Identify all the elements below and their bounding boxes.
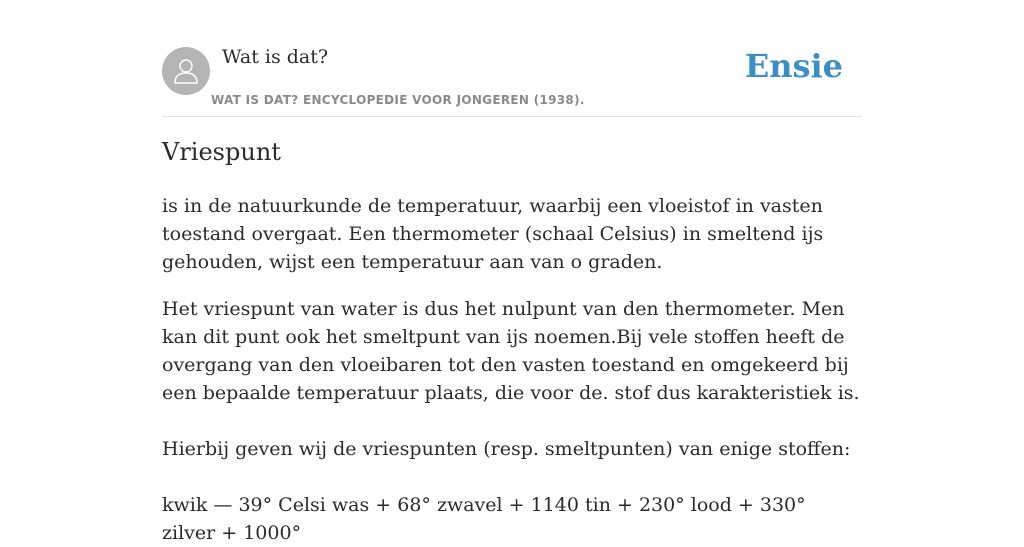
avatar[interactable] <box>162 47 210 95</box>
article-body <box>162 192 862 547</box>
paragraph: kwik — 39° Celsi was + 68° zwavel + 1140 tin + 230° lood + 330° zilver + 1000° <box>162 494 806 544</box>
brand-logo[interactable]: Ensie <box>744 47 843 85</box>
user-icon <box>171 56 201 86</box>
paragraph: is in de natuurkunde de temperatuur, waarbij een vloeistof in vasten toestand overgaat. Een thermometer (schaal Celsius) in smeltend ijs gehouden, wijst een temperatuur aan van o graden. <box>162 195 824 273</box>
article-card <box>162 0 862 544</box>
paragraph: Het vriespunt van water is dus het nulpunt van den thermometer. Men kan dit punt ook het smeltpunt van ijs noemen.Bij vele stoffen heeft de overgang van den vloeibaren tot den vasten toestand en omgekeerd bij een bepaalde temperatuur plaats, die voor de. stof dus karakteristiek is. <box>162 298 860 404</box>
paragraph: Hierbij geven wij de vriespunten (resp. smeltpunten) van enige stoffen: <box>162 438 851 460</box>
line-break <box>162 407 862 435</box>
source-label[interactable]: WAT IS DAT? ENCYCLOPEDIE VOOR JONGEREN (1938). <box>211 93 585 107</box>
article-header <box>162 0 862 117</box>
line-break <box>162 463 862 491</box>
author-name[interactable]: Wat is dat? <box>222 46 329 68</box>
page-title: Vriespunt <box>162 138 281 166</box>
